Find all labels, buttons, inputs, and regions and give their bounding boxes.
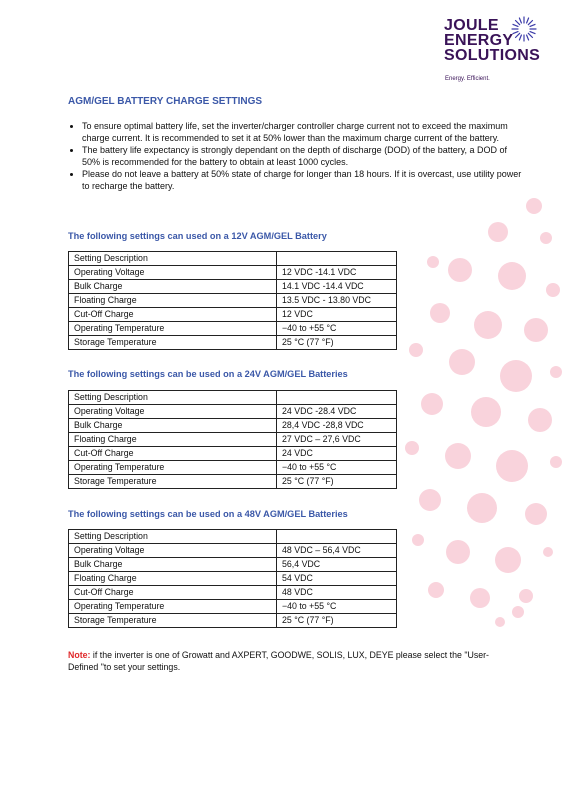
note-paragraph	[68, 649, 508, 673]
recommendations-list	[68, 120, 522, 192]
table-cell: 14.1 VDC -14.4 VDC	[277, 280, 397, 294]
table-cell: Operating Temperature	[69, 322, 277, 336]
table-cell	[277, 391, 397, 405]
section-heading-12v: The following settings can used on a 12V AGM/GEL Battery	[68, 231, 327, 241]
settings-table-24v	[68, 390, 397, 489]
sun-burst-icon	[511, 16, 537, 42]
table-cell: Operating Voltage	[69, 405, 277, 419]
table-row	[69, 419, 397, 433]
table-row	[69, 405, 397, 419]
table-cell: Operating Voltage	[69, 544, 277, 558]
table-row	[69, 252, 397, 266]
table-cell: 24 VDC -28.4 VDC	[277, 405, 397, 419]
table-row	[69, 294, 397, 308]
table-cell: Storage Temperature	[69, 336, 277, 350]
table-cell: 54 VDC	[277, 572, 397, 586]
table-cell: Bulk Charge	[69, 419, 277, 433]
table-cell: Bulk Charge	[69, 280, 277, 294]
table-row	[69, 544, 397, 558]
table-row	[69, 391, 397, 405]
table-cell: 28,4 VDC -28,8 VDC	[277, 419, 397, 433]
logo-tagline: Energy. Efficient.	[445, 76, 490, 82]
list-item: • Please do not leave a battery at 50% state of charge for longer than 18 hours. If it is overcast, use utility power to recharge the battery.	[82, 168, 522, 192]
logo-line-3: SOLUTIONS	[444, 47, 541, 64]
table-cell: 25 °C (77 °F)	[277, 614, 397, 628]
table-cell: 13.5 VDC - 13.80 VDC	[277, 294, 397, 308]
table-row	[69, 461, 397, 475]
table-row	[69, 266, 397, 280]
table-cell	[277, 530, 397, 544]
table-cell: 48 VDC	[277, 586, 397, 600]
table-cell: −40 to +55 °C	[277, 600, 397, 614]
table-cell: Floating Charge	[69, 433, 277, 447]
table-row	[69, 586, 397, 600]
table-cell: Storage Temperature	[69, 475, 277, 489]
table-row	[69, 280, 397, 294]
document-title: AGM/GEL BATTERY CHARGE SETTINGS	[68, 96, 263, 107]
table-row	[69, 614, 397, 628]
table-cell: 48 VDC – 56,4 VDC	[277, 544, 397, 558]
table-cell: −40 to +55 °C	[277, 322, 397, 336]
table-cell: Floating Charge	[69, 294, 277, 308]
table-cell: 12 VDC	[277, 308, 397, 322]
table-cell: Operating Voltage	[69, 266, 277, 280]
table-row	[69, 308, 397, 322]
table-cell: Setting Description	[69, 530, 277, 544]
table-cell: Floating Charge	[69, 572, 277, 586]
table-cell: 12 VDC -14.1 VDC	[277, 266, 397, 280]
note-label: Note:	[68, 650, 91, 660]
company-logo	[444, 18, 556, 88]
section-heading-24v: The following settings can be used on a 24V AGM/GEL Batteries	[68, 369, 348, 379]
table-cell: Setting Description	[69, 391, 277, 405]
table-row	[69, 336, 397, 350]
logo-line-1: JOULE	[444, 17, 499, 34]
table-cell: 56,4 VDC	[277, 558, 397, 572]
table-row	[69, 433, 397, 447]
table-cell: 25 °C (77 °F)	[277, 336, 397, 350]
table-row	[69, 600, 397, 614]
table-cell: 27 VDC – 27,6 VDC	[277, 433, 397, 447]
table-row	[69, 572, 397, 586]
table-cell: Cut-Off Charge	[69, 308, 277, 322]
table-cell: −40 to +55 °C	[277, 461, 397, 475]
logo-line-2: ENERGY	[444, 32, 514, 49]
note-text: if the inverter is one of Growatt and AXPERT, GOODWE, SOLIS, LUX, DEYE please select the "User-Defined "to set your settings.	[68, 650, 489, 672]
table-row	[69, 447, 397, 461]
table-row	[69, 475, 397, 489]
list-item: • To ensure optimal battery life, set the inverter/charger controller charge current not to exceed the maximum charge current. It is recommended to set it at 50% lower than the maximum charge current of the battery.	[82, 120, 522, 144]
table-cell: Storage Temperature	[69, 614, 277, 628]
table-cell: Bulk Charge	[69, 558, 277, 572]
table-row	[69, 558, 397, 572]
table-cell: 25 °C (77 °F)	[277, 475, 397, 489]
table-cell: Cut-Off Charge	[69, 586, 277, 600]
table-row	[69, 530, 397, 544]
table-cell: Operating Temperature	[69, 461, 277, 475]
table-cell: Operating Temperature	[69, 600, 277, 614]
table-cell: 24 VDC	[277, 447, 397, 461]
settings-table-12v	[68, 251, 397, 350]
table-cell: Cut-Off Charge	[69, 447, 277, 461]
table-cell	[277, 252, 397, 266]
table-row	[69, 322, 397, 336]
settings-table-48v	[68, 529, 397, 628]
list-item: • The battery life expectancy is strongly dependant on the depth of discharge (DOD) of the battery, a DOD of 50% is recommended for the battery to obtain at least 1000 cycles.	[82, 144, 522, 168]
table-cell: Setting Description	[69, 252, 277, 266]
section-heading-48v: The following settings can be used on a 48V AGM/GEL Batteries	[68, 509, 348, 519]
